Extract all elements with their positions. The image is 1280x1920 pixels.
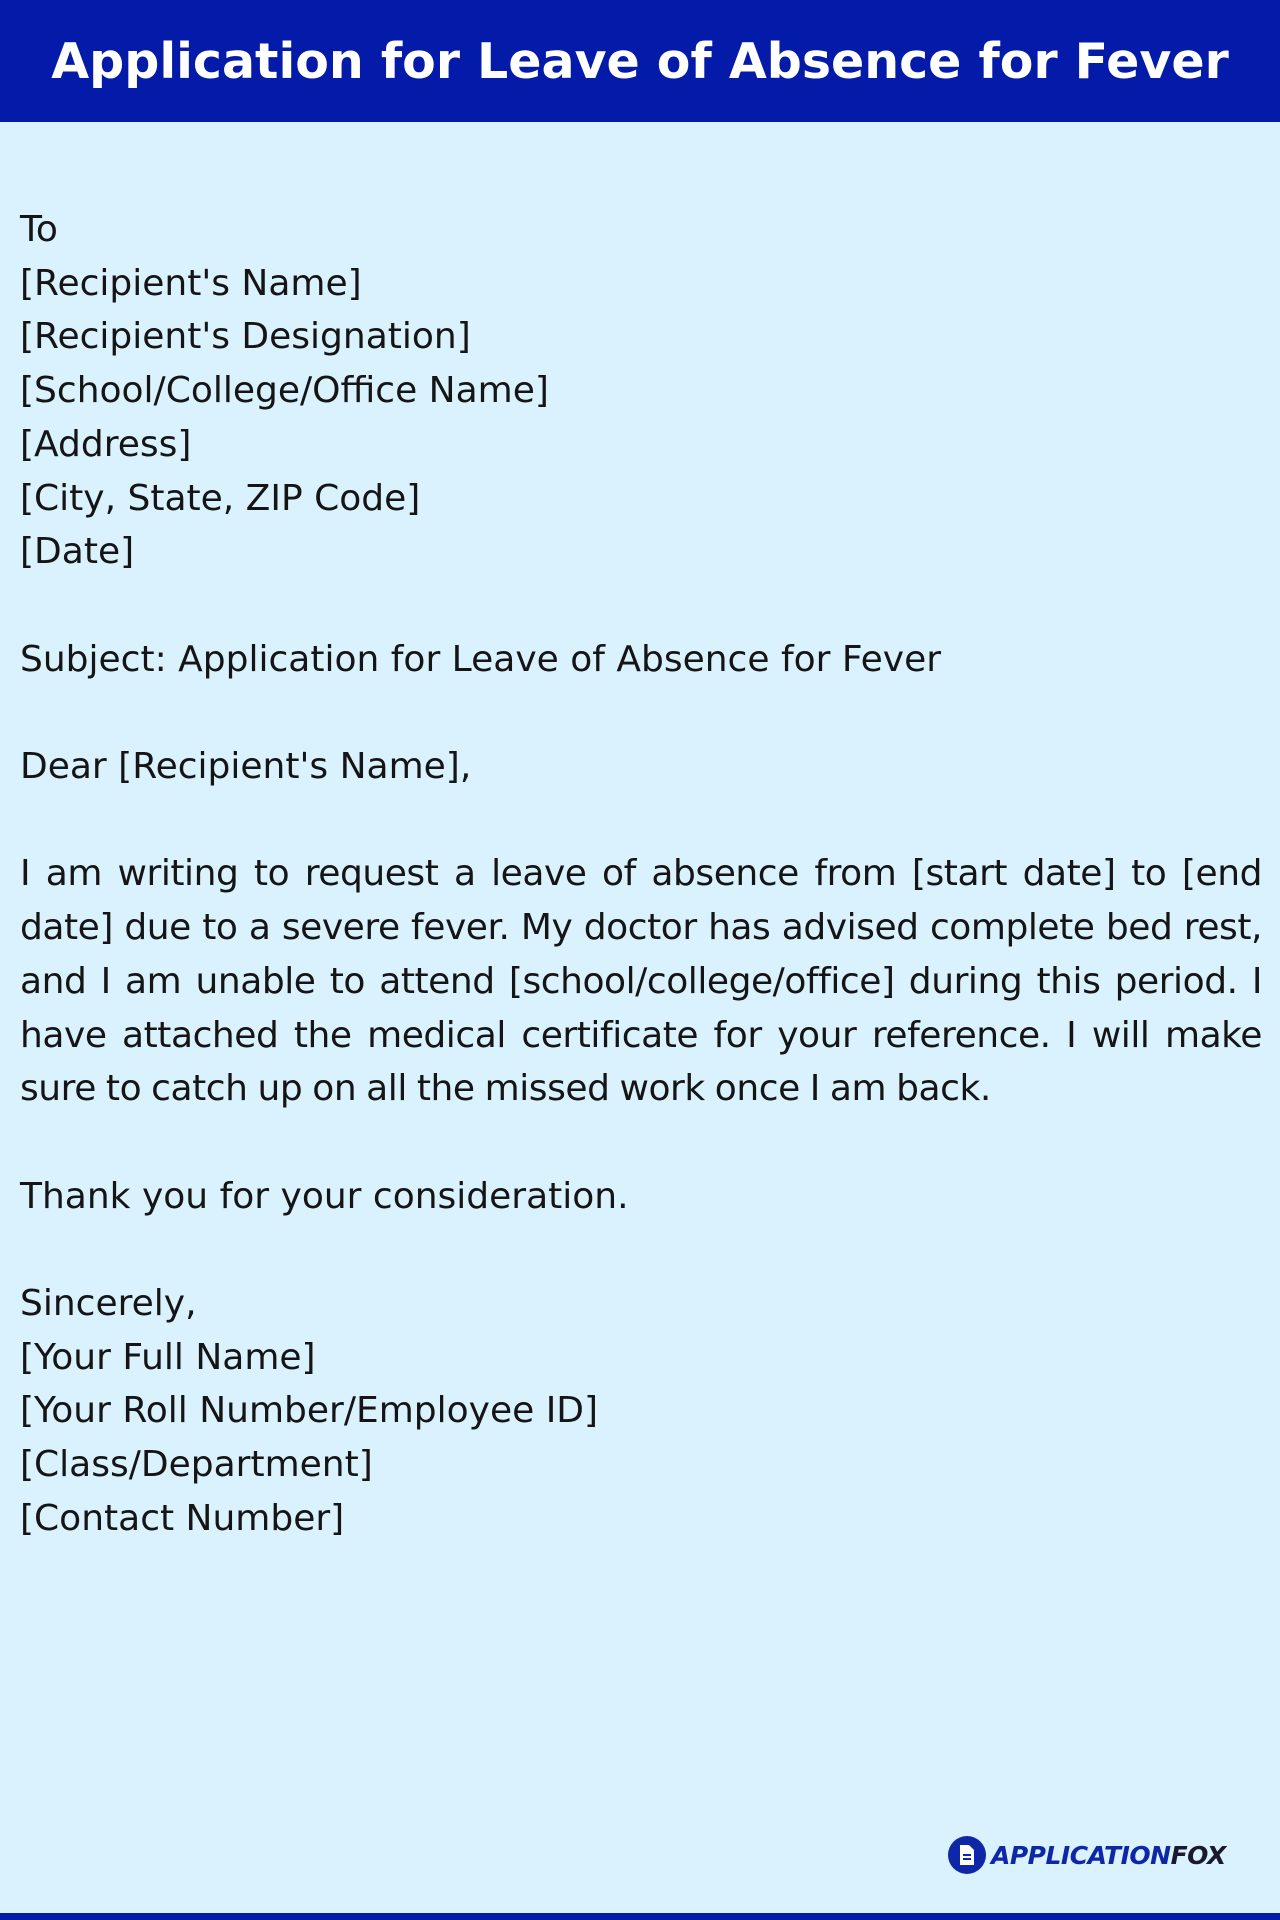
- thanks-line: Thank you for your consideration.: [20, 1175, 629, 1217]
- letter-body: [20, 203, 1262, 1546]
- recipient-line: To: [20, 209, 58, 250]
- page-header: [0, 0, 1280, 122]
- page-title: Application for Leave of Absence for Fever: [51, 32, 1229, 90]
- salutation: Dear [Recipient's Name],: [20, 746, 472, 787]
- recipient-line: [Recipient's Designation]: [20, 316, 471, 358]
- recipient-line: [School/College/Office Name]: [20, 370, 549, 412]
- signature-line: [Contact Number]: [20, 1497, 345, 1539]
- brand-logo: [948, 1835, 1226, 1875]
- bottom-bar: [0, 1913, 1280, 1920]
- recipient-line: [Address]: [20, 423, 192, 465]
- closing: Sincerely,: [20, 1282, 197, 1324]
- recipient-line: [Date]: [20, 531, 135, 573]
- recipient-line: [City, State, ZIP Code]: [20, 477, 421, 519]
- subject-line: Subject: Application for Leave of Absence for Fever: [20, 638, 942, 680]
- recipient-line: [Recipient's Name]: [20, 262, 362, 304]
- document-icon: [948, 1836, 986, 1874]
- signature-line: [Class/Department]: [20, 1444, 373, 1486]
- recipient-block: [20, 203, 1262, 579]
- signature-line: [Your Roll Number/Employee ID]: [20, 1390, 599, 1432]
- logo-wordmark: APPLICATIONFOX: [991, 1840, 1226, 1870]
- signature-block: [20, 1331, 1262, 1546]
- signature-line: [Your Full Name]: [20, 1336, 316, 1378]
- body-paragraph: I am writing to request a leave of absence from [start date] to [end date] due to a severe fever. My doctor has advised complete bed rest, and I am unable to attend [school/college/office] during this period. I have attached the medical certificate for your reference. I will make sure to catch up on all the missed work once I am back.: [20, 853, 1262, 1110]
